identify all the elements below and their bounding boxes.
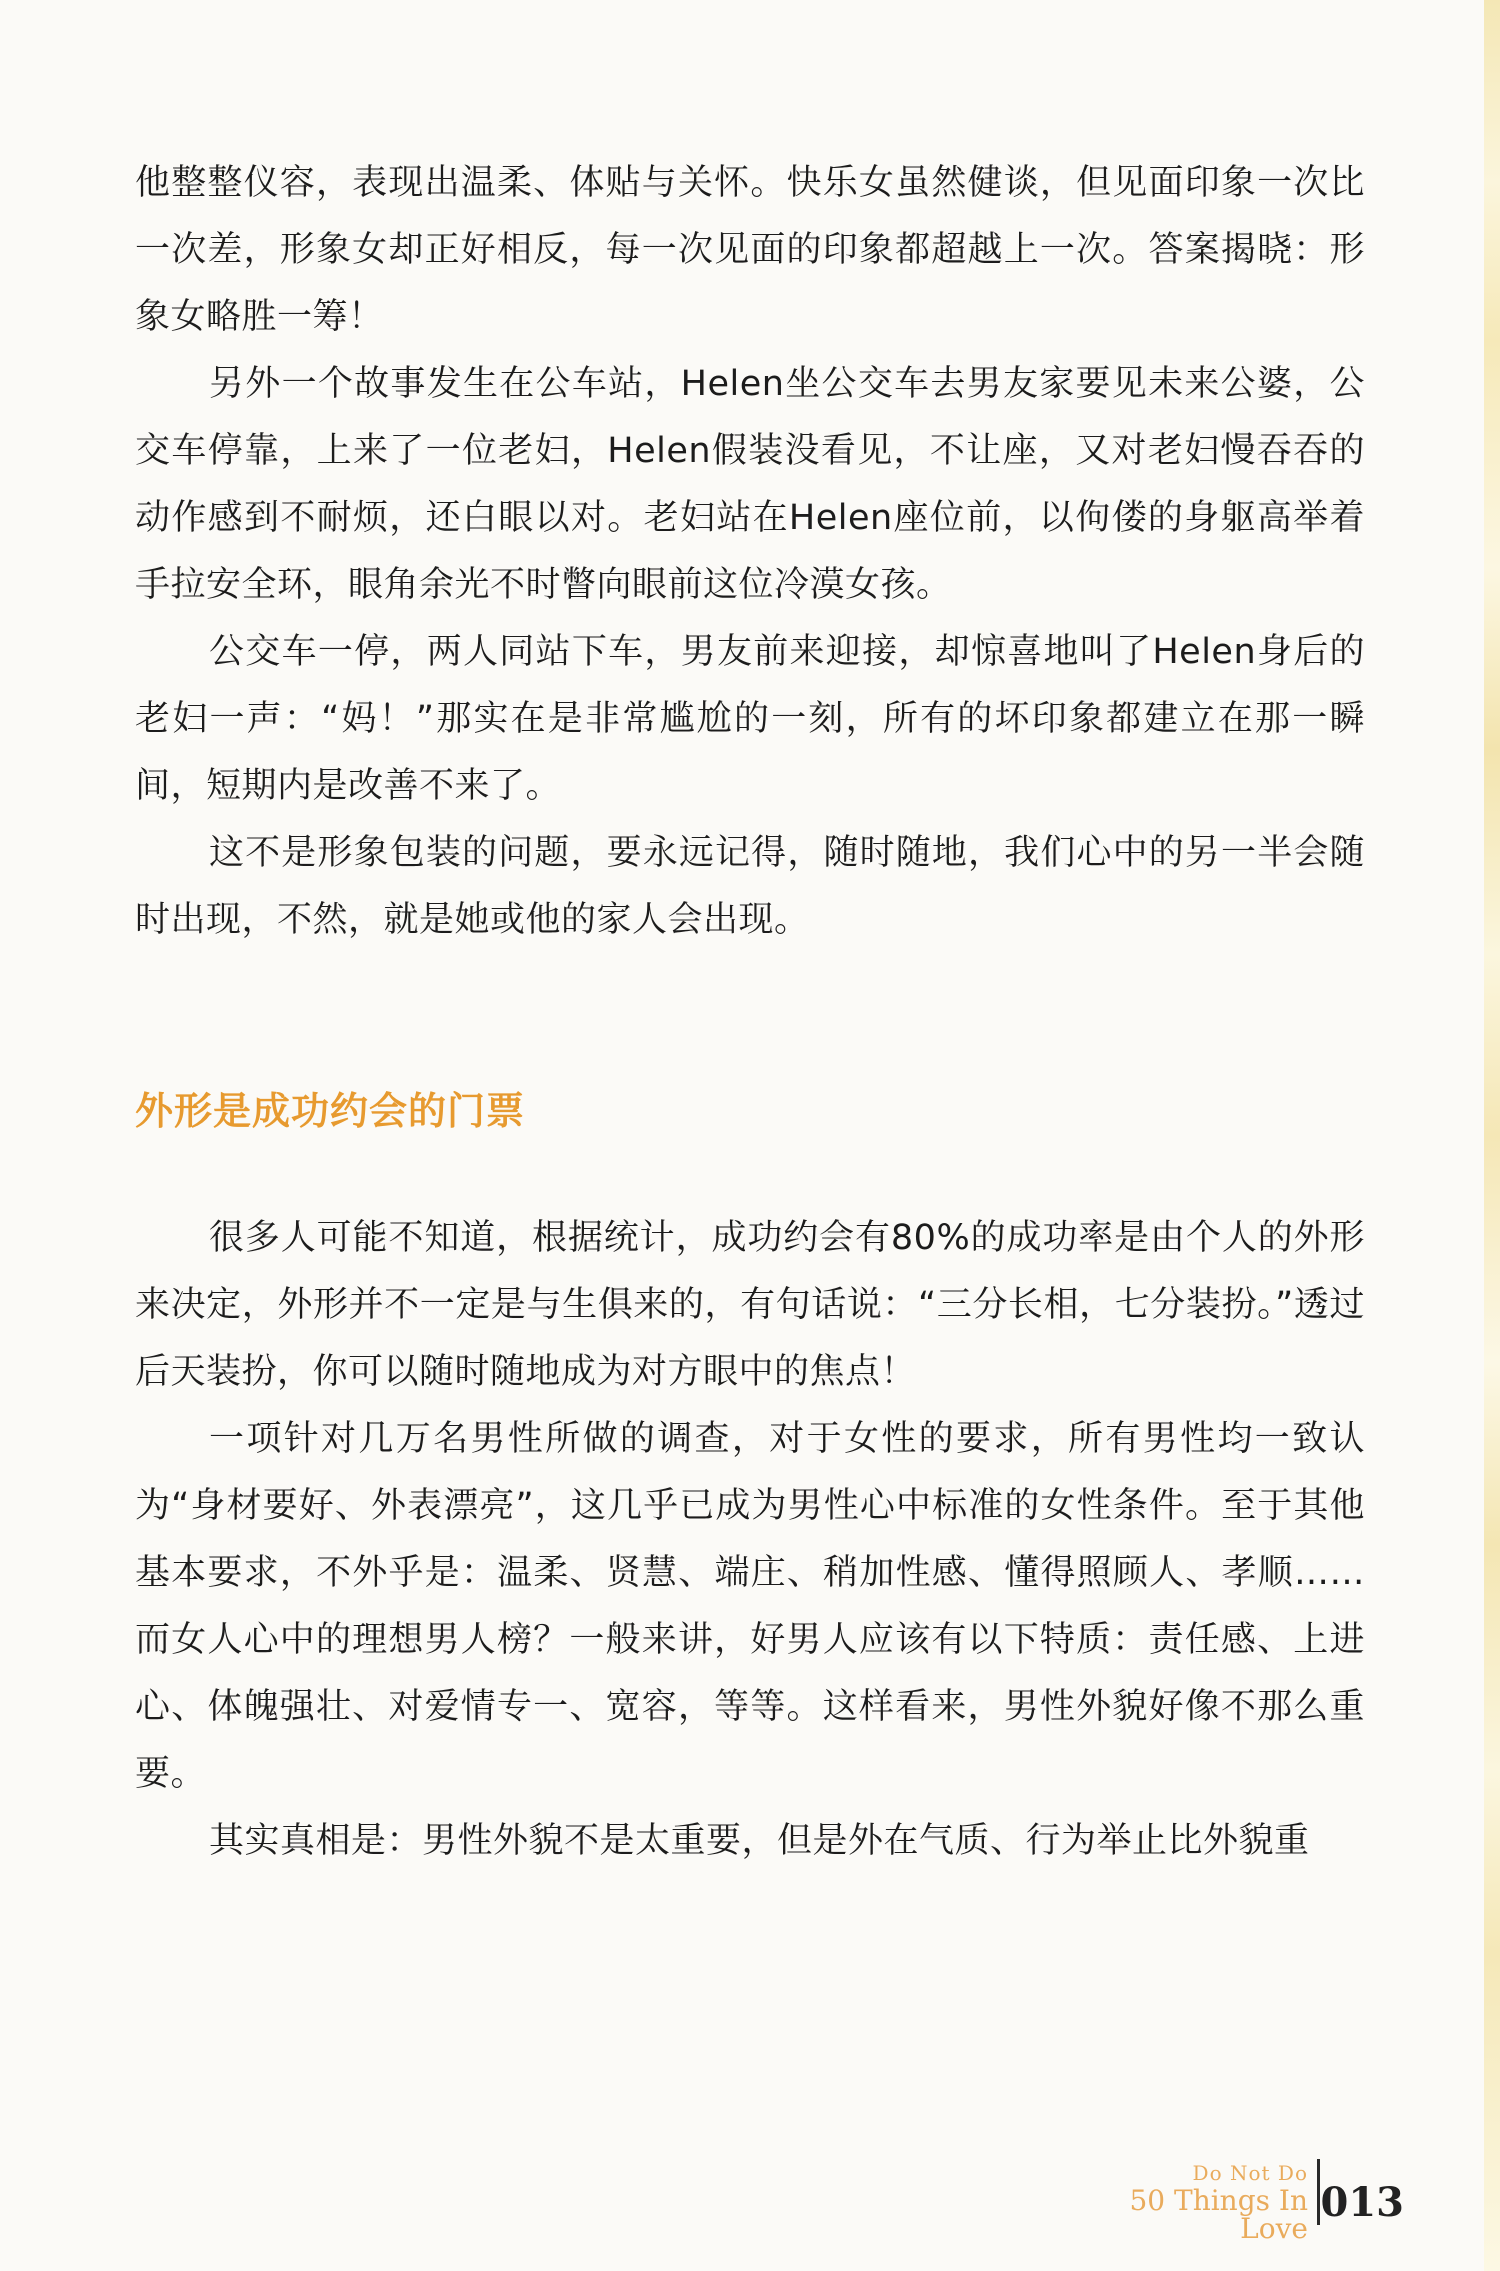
paragraph: 他整整仪容，表现出温柔、体贴与关怀。快乐女虽然健谈，但见面印象一次比一次差，形象女却正好相反，每一次见面的印象都超越上一次。答案揭晓：形象女略胜一筹！ [135, 163, 1365, 337]
text-block-bottom [135, 1205, 1365, 1875]
page-number: 013 [1320, 2179, 1404, 2226]
paragraph: 这不是形象包装的问题，要永远记得，随时随地，我们心中的另一半会随时出现，不然，就是她或他的家人会出现。 [135, 833, 1365, 940]
paragraph: 公交车一停，两人同站下车，男友前来迎接，却惊喜地叫了Helen身后的老妇一声：“妈！”那实在是非常尴尬的一刻，所有的坏印象都建立在那一瞬间，短期内是改善不来了。 [135, 632, 1365, 806]
paragraph: 其实真相是：男性外貌不是太重要，但是外在气质、行为举止比外貌重 [209, 1821, 1310, 1861]
paragraph: 另外一个故事发生在公车站，Helen坐公交车去男友家要见未来公婆，公交车停靠，上来了一位老妇，Helen假装没看见，不让座，又对老妇慢吞吞的动作感到不耐烦，还白眼以对。老妇站在Helen座位前，以佝偻的身躯高举着手拉安全环，眼角余光不时瞥向眼前这位冷漠女孩。 [135, 364, 1365, 605]
footer-book-title-small: Do Not Do [1192, 2161, 1308, 2185]
page-edge-decoration [1484, 0, 1500, 2271]
paragraph: 很多人可能不知道，根据统计，成功约会有80%的成功率是由个人的外形来决定，外形并不一定是与生俱来的，有句话说：“三分长相，七分装扮。”透过后天装扮，你可以随时随地成为对方眼中的焦点！ [135, 1218, 1365, 1392]
footer-book-title [1120, 2163, 1308, 2243]
paragraph: 一项针对几万名男性所做的调查，对于女性的要求，所有男性均一致认为“身材要好、外表漂亮”，这几乎已成为男性心中标准的女性条件。至于其他基本要求，不外乎是：温柔、贤慧、端庄、稍加性感、懂得照顾人、孝顺……而女人心中的理想男人榜？一般来讲，好男人应该有以下特质：责任感、上进心、体魄强壮、对爱情专一、宽容，等等。这样看来，男性外貌好像不那么重要。 [135, 1419, 1365, 1794]
footer-book-title-big: 50 Things In Love [1129, 2184, 1308, 2245]
section-title: 外形是成功约会的门票 [135, 1089, 526, 1133]
page-footer [1120, 2155, 1420, 2245]
text-block-top [135, 150, 1365, 954]
